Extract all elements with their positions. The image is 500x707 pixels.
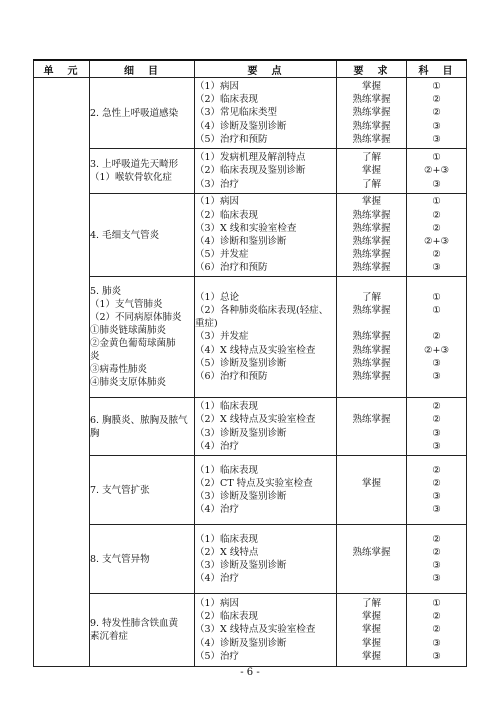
subject-line: ① [432, 81, 441, 93]
table-body [34, 78, 467, 667]
detail-line: ①肺炎链球菌肺炎 [90, 325, 167, 336]
subject-line: ② [432, 331, 441, 343]
point-line: （4）治疗 [195, 504, 240, 516]
requirement-line [337, 400, 406, 413]
requirement-cell [337, 525, 407, 594]
subject-line: ②+③ [424, 236, 449, 247]
requirement-line: 熟练掌握 [352, 222, 391, 234]
detail-line: 4. 毛细支气管炎 [90, 229, 160, 241]
requirement-line [337, 440, 406, 453]
subject-line: ③ [432, 491, 441, 502]
header-requirement: 要 求 [337, 60, 407, 78]
subject-line: ② [432, 94, 441, 106]
point-line: （4）诊断及鉴别诊断 [195, 637, 287, 649]
table-row [34, 525, 467, 594]
point-line: （2）X 线特点及实验室检查 [195, 414, 316, 426]
subject-cell [407, 149, 467, 194]
subject-cell [407, 277, 467, 398]
detail-cell [90, 398, 195, 456]
requirement-line: 掌握 [361, 196, 381, 208]
table-row [34, 277, 467, 398]
subject-line: ③ [432, 427, 441, 439]
subject-cell [407, 594, 467, 667]
detail-line: 炎 [90, 351, 100, 362]
detail-line: （1）喉软骨软化症 [90, 172, 173, 183]
subject-line: ③ [432, 262, 441, 274]
requirement-line: 熟练掌握 [352, 262, 391, 274]
requirement-line: 熟练掌握 [352, 107, 391, 119]
requirement-line [337, 464, 406, 477]
subject-cell [407, 525, 467, 594]
point-cell [195, 78, 337, 149]
requirement-line: 了解 [361, 152, 381, 164]
page-number: - 6 - [240, 667, 260, 678]
point-line: （1）临床表现 [195, 533, 259, 545]
point-line: （3）诊断及鉴别诊断 [195, 560, 287, 571]
requirement-line [337, 572, 406, 585]
point-line: （1）总论 [195, 291, 240, 303]
requirement-line: 了解 [361, 291, 381, 303]
requirement-cell [337, 398, 407, 456]
detail-line: 素沉着症 [90, 631, 129, 642]
subject-line: ② [432, 546, 441, 558]
table-row [34, 456, 467, 525]
point-cell [195, 525, 337, 594]
header-subject: 科 目 [407, 60, 467, 78]
subject-line: ② [432, 107, 441, 119]
requirement-line: 熟练掌握 [352, 546, 391, 558]
point-line: （3）并发症 [195, 331, 249, 343]
point-line: （3）常见临床类型 [195, 107, 278, 119]
detail-line: 3. 上呼吸道先天畸形 [90, 159, 179, 170]
table-row [34, 149, 467, 194]
point-cell [195, 398, 337, 456]
point-line: （3）治疗 [195, 178, 240, 190]
syllabus-table [33, 59, 467, 667]
point-line: （2）临床表现 [195, 209, 259, 221]
detail-cell [90, 194, 195, 277]
point-line: （1）发病机理及解剖特点 [195, 152, 306, 164]
point-line: （4）治疗 [195, 573, 240, 585]
subject-line: ③ [432, 178, 441, 190]
table-header-row [34, 60, 467, 78]
requirement-line: 掌握 [361, 477, 381, 489]
requirement-line: 掌握 [361, 624, 381, 636]
subject-line: ② [432, 222, 441, 234]
point-line: （2）各种肺炎临床表现(轻症、 [195, 305, 329, 317]
requirement-line: 熟练掌握 [352, 331, 391, 343]
point-line: （5）并发症 [195, 249, 249, 261]
detail-line: ②金黄色葡萄球菌肺 [90, 338, 176, 349]
requirement-line: 了解 [361, 178, 381, 190]
point-line: 重症) [195, 318, 218, 330]
detail-cell [90, 456, 195, 525]
detail-line: 8. 支气管异物 [90, 553, 150, 565]
subject-line: ② [432, 464, 441, 476]
point-cell [195, 194, 337, 277]
point-line: （4）治疗 [195, 440, 240, 452]
requirement-cell [337, 194, 407, 277]
point-line: （5）诊断及鉴别诊断 [195, 357, 287, 369]
point-line: （5）治疗和预防 [195, 133, 268, 145]
subject-line: ① [432, 598, 441, 610]
point-line: （2）临床表现及鉴别诊断 [195, 165, 306, 177]
point-cell [195, 149, 337, 194]
header-unit: 单 元 [34, 60, 90, 78]
point-line: （6）治疗和预防 [195, 262, 268, 274]
requirement-line: 熟练掌握 [352, 236, 391, 247]
detail-line: 5. 肺炎 [90, 286, 122, 297]
requirement-line [337, 427, 406, 440]
point-cell [195, 594, 337, 667]
requirement-cell [337, 277, 407, 398]
point-line: （2）CT 特点及实验室检查 [195, 477, 313, 489]
requirement-line: 掌握 [361, 650, 381, 662]
requirement-line: 掌握 [361, 611, 381, 623]
point-line: （3）X 线特点及实验室检查 [195, 624, 316, 636]
subject-line: ③ [432, 357, 441, 369]
subject-line: ② [432, 249, 441, 261]
detail-line: ③病毒性肺炎 [90, 364, 148, 375]
subject-line: ① [432, 196, 441, 208]
subject-line: ② [432, 477, 441, 489]
header-detail: 细 目 [90, 60, 195, 78]
requirement-line: 掌握 [361, 637, 381, 649]
subject-cell [407, 456, 467, 525]
subject-line: ① [432, 305, 441, 317]
point-cell [195, 277, 337, 398]
point-line: （4）X 线特点及实验室检查 [195, 344, 316, 356]
point-line: （2）X 线特点 [195, 546, 259, 558]
detail-line: 6. 胸膜炎、脓胸及脓气 [90, 414, 188, 426]
requirement-line [337, 317, 406, 330]
requirement-cell [337, 594, 407, 667]
requirement-line: 熟练掌握 [352, 249, 391, 261]
subject-line: ③ [432, 573, 441, 585]
detail-cell [90, 78, 195, 149]
point-line: （4）诊断和鉴别诊断 [195, 236, 287, 247]
subject-line: ② [432, 414, 441, 426]
requirement-line: 掌握 [361, 81, 381, 93]
requirement-line [337, 533, 406, 546]
requirement-line: 熟练掌握 [352, 344, 391, 356]
requirement-cell [337, 78, 407, 149]
subject-line: ② [432, 624, 441, 636]
subject-line: ① [432, 291, 441, 303]
requirement-line [337, 490, 406, 503]
subject-line: ③ [432, 133, 441, 145]
detail-line: 7. 支气管扩张 [90, 484, 150, 496]
subject-line: ③ [432, 370, 441, 382]
detail-line: （1）支气管肺炎 [90, 299, 163, 310]
point-line: （3）诊断及鉴别诊断 [195, 427, 287, 439]
detail-line: ④肺炎支原体肺炎 [90, 377, 167, 388]
requirement-line: 熟练掌握 [352, 94, 391, 106]
subject-line: ② [432, 611, 441, 623]
detail-cell [90, 149, 195, 194]
requirement-line: 熟练掌握 [352, 357, 391, 369]
subject-line: ②+③ [424, 165, 449, 177]
point-line: （1）病因 [195, 81, 240, 93]
point-line: （3）诊断及鉴别诊断 [195, 491, 287, 502]
detail-line: （2）不同病原体肺炎 [90, 312, 182, 323]
subject-line: ③ [432, 560, 441, 571]
point-line: （3）X 线和实验室检查 [195, 222, 297, 234]
point-line: （4）诊断及鉴别诊断 [195, 120, 287, 132]
requirement-cell [337, 456, 407, 525]
detail-line: 胸 [90, 427, 100, 439]
subject-line: ② [432, 401, 441, 413]
subject-cell [407, 194, 467, 277]
point-line: （2）临床表现 [195, 611, 259, 623]
point-cell [195, 456, 337, 525]
detail-line: 2. 急性上呼吸道感染 [90, 107, 179, 119]
subject-line: ③ [432, 637, 441, 649]
detail-cell [90, 525, 195, 594]
requirement-line: 熟练掌握 [352, 414, 391, 426]
requirement-line: 熟练掌握 [352, 209, 391, 221]
subject-line [407, 317, 466, 330]
requirement-line: 了解 [361, 598, 381, 610]
subject-cell [407, 398, 467, 456]
subject-line: ② [432, 533, 441, 545]
subject-line: ① [432, 152, 441, 164]
point-line: （1）临床表现 [195, 464, 259, 476]
detail-line: 9. 特发性肺含铁血黄 [90, 618, 179, 629]
table-row [34, 398, 467, 456]
requirement-line: 掌握 [361, 165, 381, 177]
subject-line: ③ [432, 650, 441, 662]
requirement-line: 熟练掌握 [352, 305, 391, 317]
requirement-cell [337, 149, 407, 194]
table-row [34, 78, 467, 149]
header-points: 要 点 [195, 60, 337, 78]
subject-line: ② [432, 209, 441, 221]
requirement-line [337, 503, 406, 516]
unit-cell [34, 78, 90, 667]
table-row [34, 194, 467, 277]
subject-line: ②+③ [424, 344, 449, 356]
point-line: （1）临床表现 [195, 401, 259, 413]
point-line: （1）病因 [195, 598, 240, 610]
requirement-line [337, 559, 406, 572]
detail-cell [90, 594, 195, 667]
point-line: （1）病因 [195, 196, 240, 208]
point-line: （5）治疗 [195, 650, 240, 662]
table-row [34, 594, 467, 667]
subject-line: ③ [432, 440, 441, 452]
point-line: （6）治疗和预防 [195, 370, 268, 382]
subject-line: ③ [432, 504, 441, 516]
point-line: （2）临床表现 [195, 94, 259, 106]
detail-cell [90, 277, 195, 398]
requirement-line: 熟练掌握 [352, 370, 391, 382]
requirement-line: 熟练掌握 [352, 133, 391, 145]
subject-line: ③ [432, 120, 441, 132]
requirement-line: 熟练掌握 [352, 120, 391, 132]
subject-cell [407, 78, 467, 149]
